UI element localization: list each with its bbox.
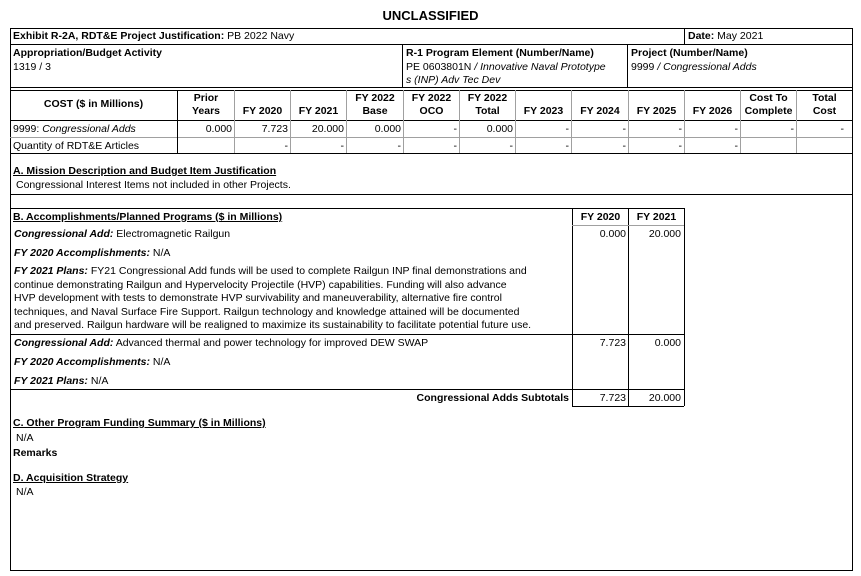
quantity-value: - — [453, 140, 457, 152]
section-a-title: A. Mission Description and Budget Item Justification — [13, 165, 277, 177]
b-col-header: FY 2020 — [580, 211, 621, 223]
project-label: Project (Number/Name) — [631, 47, 748, 59]
section-d-title: D. Acquisition Strategy — [13, 472, 129, 484]
item1-title: Congressional Add: Electromagnetic Railgun — [14, 228, 231, 240]
col-header: FY 2021 — [298, 105, 339, 117]
cost-value: 7.723 — [261, 123, 288, 135]
quantity-value: - — [509, 140, 513, 152]
col-header: Total — [812, 92, 837, 104]
quantity-value: - — [397, 140, 401, 152]
cost-value: 0.000 — [374, 123, 401, 135]
cost-value: 0.000 — [486, 123, 513, 135]
item1-fy20-accomplishments: FY 2020 Accomplishments: N/A — [14, 247, 171, 259]
col-header: Base — [362, 105, 388, 117]
col-header: FY 2024 — [580, 105, 620, 117]
col-header: Cost — [812, 105, 837, 117]
cost-value: - — [453, 123, 457, 135]
program-element-value-cont: s (INP) Adv Tec Dev — [406, 74, 501, 86]
section-c-title: C. Other Program Funding Summary ($ in Millions) — [13, 417, 266, 429]
b-col-header: FY 2021 — [636, 211, 677, 223]
quantity-row-label: Quantity of RDT&E Articles — [13, 140, 140, 152]
section-b-title: B. Accomplishments/Planned Programs ($ in Millions) — [13, 211, 283, 223]
cost-value: - — [622, 123, 626, 135]
cost-value: - — [734, 123, 738, 135]
cost-value: - — [565, 123, 569, 135]
classification-banner: UNCLASSIFIED — [382, 8, 479, 23]
cost-value: - — [790, 123, 794, 135]
item1-fy2021: 20.000 — [648, 228, 681, 240]
section-a-text: Congressional Interest Items not included in other Projects. — [16, 179, 291, 191]
col-header: Years — [191, 105, 221, 117]
cost-value: - — [678, 123, 682, 135]
item2-title: Congressional Add: Advanced thermal and power technology for improved DEW SWAP — [14, 337, 429, 349]
col-header: FY 2020 — [242, 105, 283, 117]
item2-fy2020: 7.723 — [599, 337, 626, 349]
quantity-value: - — [565, 140, 569, 152]
col-header: FY 2022 — [411, 92, 452, 104]
quantity-value: - — [340, 140, 344, 152]
item2-fy21-plans: FY 2021 Plans: N/A — [14, 375, 109, 387]
remarks-label: Remarks — [13, 447, 58, 459]
col-header: FY 2022 — [355, 92, 395, 104]
subtotal-fy2021: 20.000 — [648, 392, 681, 404]
quantity-value: - — [734, 140, 738, 152]
cost-value: 20.000 — [311, 123, 344, 135]
col-header: FY 2023 — [523, 105, 564, 117]
subtotal-fy2020: 7.723 — [599, 392, 626, 404]
program-element-label: R-1 Program Element (Number/Name) — [406, 47, 594, 59]
section-d-text: N/A — [16, 486, 34, 498]
cost-value: 0.000 — [205, 123, 232, 135]
item2-fy20-accomplishments: FY 2020 Accomplishments: N/A — [14, 356, 171, 368]
item2-fy2021: 0.000 — [654, 337, 681, 349]
appropriation-value: 1319 / 3 — [13, 61, 51, 73]
quantity-value: - — [678, 140, 682, 152]
appropriation-label: Appropriation/Budget Activity — [13, 47, 162, 59]
cost-row-label: 9999: Congressional Adds — [13, 123, 136, 135]
quantity-value: - — [622, 140, 626, 152]
col-header: Complete — [744, 105, 793, 117]
cost-value: - — [840, 123, 844, 135]
col-header: OCO — [419, 105, 444, 117]
subtotal-label: Congressional Adds Subtotals — [416, 392, 569, 404]
program-element-value: PE 0603801N / Innovative Naval Prototype — [406, 61, 606, 73]
col-header: Prior — [193, 92, 219, 104]
item1-fy2020: 0.000 — [599, 228, 626, 240]
project-value: 9999 / Congressional Adds — [631, 61, 757, 73]
exhibit-title: Exhibit R-2A, RDT&E Project Justification: PB 2022 Navy — [13, 30, 295, 42]
col-header: FY 2022 — [467, 92, 508, 104]
col-header: Total — [475, 105, 500, 117]
item1-fy21-plans: FY 2021 Plans: FY21 Congressional Add funds will be used to complete Railgun INP final demonstrations and continue demonstrating Railgun and Hypervelocity Projectile (HVP) capabilities. Funding will also advance HVP development with tests to demonstrate HVP survivability and maneuverability, alternative fire control techniques, and Naval Surface Fire Support. Railgun technology and knowledge attained will be documented and preserved. Railgun hardware will be realigned to maximize its sustainability to facilitate potential future use. — [14, 265, 532, 331]
section-c-text: N/A — [16, 432, 34, 444]
col-header: Cost To — [749, 92, 788, 104]
quantity-value: - — [284, 140, 288, 152]
exhibit-date: Date: May 2021 — [688, 30, 764, 42]
col-header: FY 2025 — [636, 105, 677, 117]
cost-header: COST ($ in Millions) — [43, 98, 144, 110]
col-header: FY 2026 — [692, 105, 733, 117]
